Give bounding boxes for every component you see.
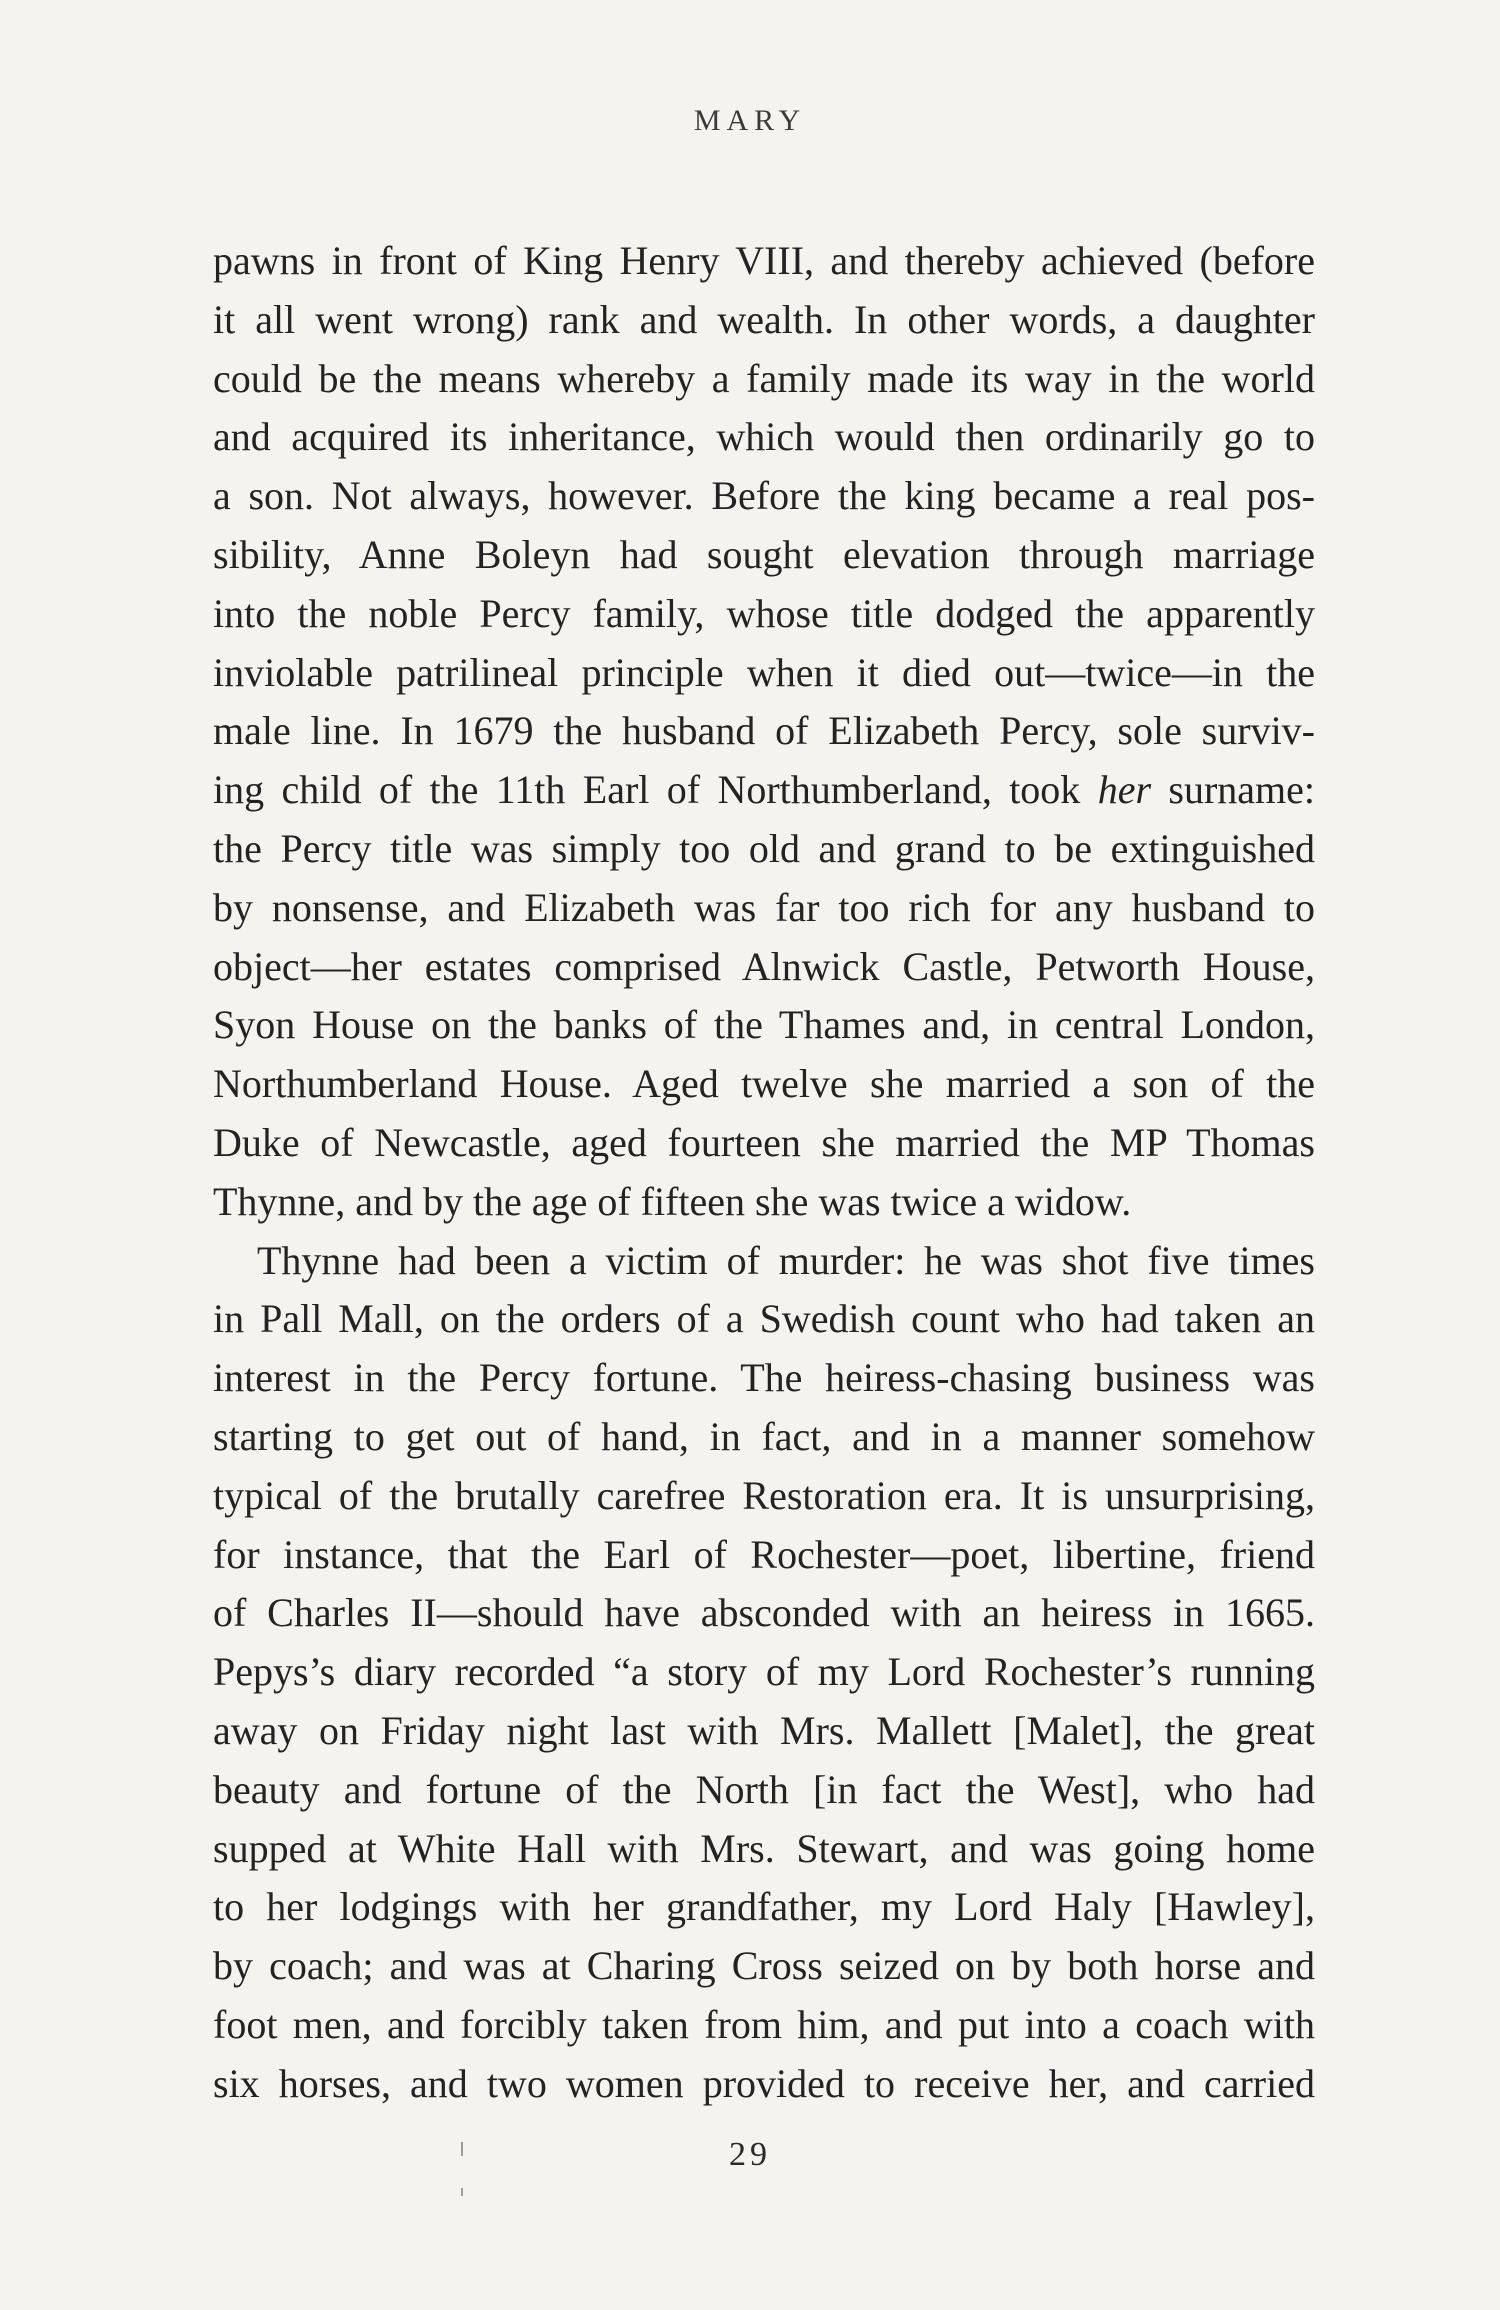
text-line-with-italic [213,761,1315,820]
line-text-after-italic: surname: [1151,767,1316,813]
text-line: pawns in front of King Henry VIII, and thereby achieved (before [213,238,1315,283]
text-line: Duke of Newcastle, aged fourteen she married the MP Thomas [213,1119,1315,1165]
paragraph-1 [213,232,1315,1232]
text-line: foot men, and forcibly taken from him, and put into a coach with [213,2001,1315,2047]
scan-mark [461,2188,463,2196]
text-line: Northumberland House. Aged twelve she married a son of the [213,1061,1315,1107]
text-line: and acquired its inheritance, which would then ordinarily go to [213,414,1315,460]
text-line: interest in the Percy fortune. The heiress-chasing business was [213,1355,1315,1401]
text-line: supped at White Hall with Mrs. Stewart, and was going home [213,1825,1315,1871]
italic-word: her [1097,767,1152,813]
text-line: by coach; and was at Charing Cross seized on by both horse and [213,1943,1315,1989]
text-line: by nonsense, and Elizabeth was far too rich for any husband to [213,884,1315,930]
text-line: male line. In 1679 the husband of Elizabeth Percy, sole surviv- [213,708,1315,754]
text-line: in Pall Mall, on the orders of a Swedish count who had taken an [213,1296,1315,1342]
text-line: the Percy title was simply too old and grand to be extinguished [213,825,1315,871]
text-line: starting to get out of hand, in fact, and in a manner somehow [213,1413,1315,1459]
text-line: away on Friday night last with Mrs. Mallett [Malet], the great [213,1707,1315,1753]
text-line: inviolable patrilineal principle when it died out—twice—in the [213,649,1315,695]
text-line: could be the means whereby a family made its way in the world [213,355,1315,401]
text-line: object—her estates comprised Alnwick Castle, Petworth House, [213,943,1315,989]
text-line: into the noble Percy family, whose title dodged the apparently [213,590,1315,636]
text-line: Syon House on the banks of the Thames and, in central London, [213,1002,1315,1048]
text-line: a son. Not always, however. Before the king became a real pos- [213,473,1315,519]
line-text: ing child of the 11th Earl of Northumberland, took [213,767,1098,813]
text-line: sibility, Anne Boleyn had sought elevation through marriage [213,531,1315,577]
text-line: beauty and fortune of the North [in fact the West], who had [213,1766,1315,1812]
body-text [213,232,1315,2114]
text-line: of Charles II—should have absconded with an heiress in 1665. [213,1590,1315,1636]
text-line: to her lodgings with her grandfather, my Lord Haly [Hawley], [213,1884,1315,1930]
text-line: Thynne had been a victim of murder: he was shot five times [257,1237,1315,1283]
text-line: six horses, and two women provided to receive her, and carried [213,2060,1315,2106]
page-number: 29 [729,2136,771,2173]
text-line: it all went wrong) rank and wealth. In other words, a daughter [213,296,1315,342]
text-line: Thynne, and by the age of fifteen she was twice a widow. [213,1178,1132,1224]
text-line: for instance, that the Earl of Rochester—poet, libertine, friend [213,1531,1315,1577]
paragraph-2 [213,1232,1315,2114]
text-line: Pepys’s diary recorded “a story of my Lord Rochester’s running [213,1649,1315,1695]
text-line: typical of the brutally carefree Restoration era. It is unsurprising, [213,1472,1315,1518]
running-head: MARY [693,104,807,137]
